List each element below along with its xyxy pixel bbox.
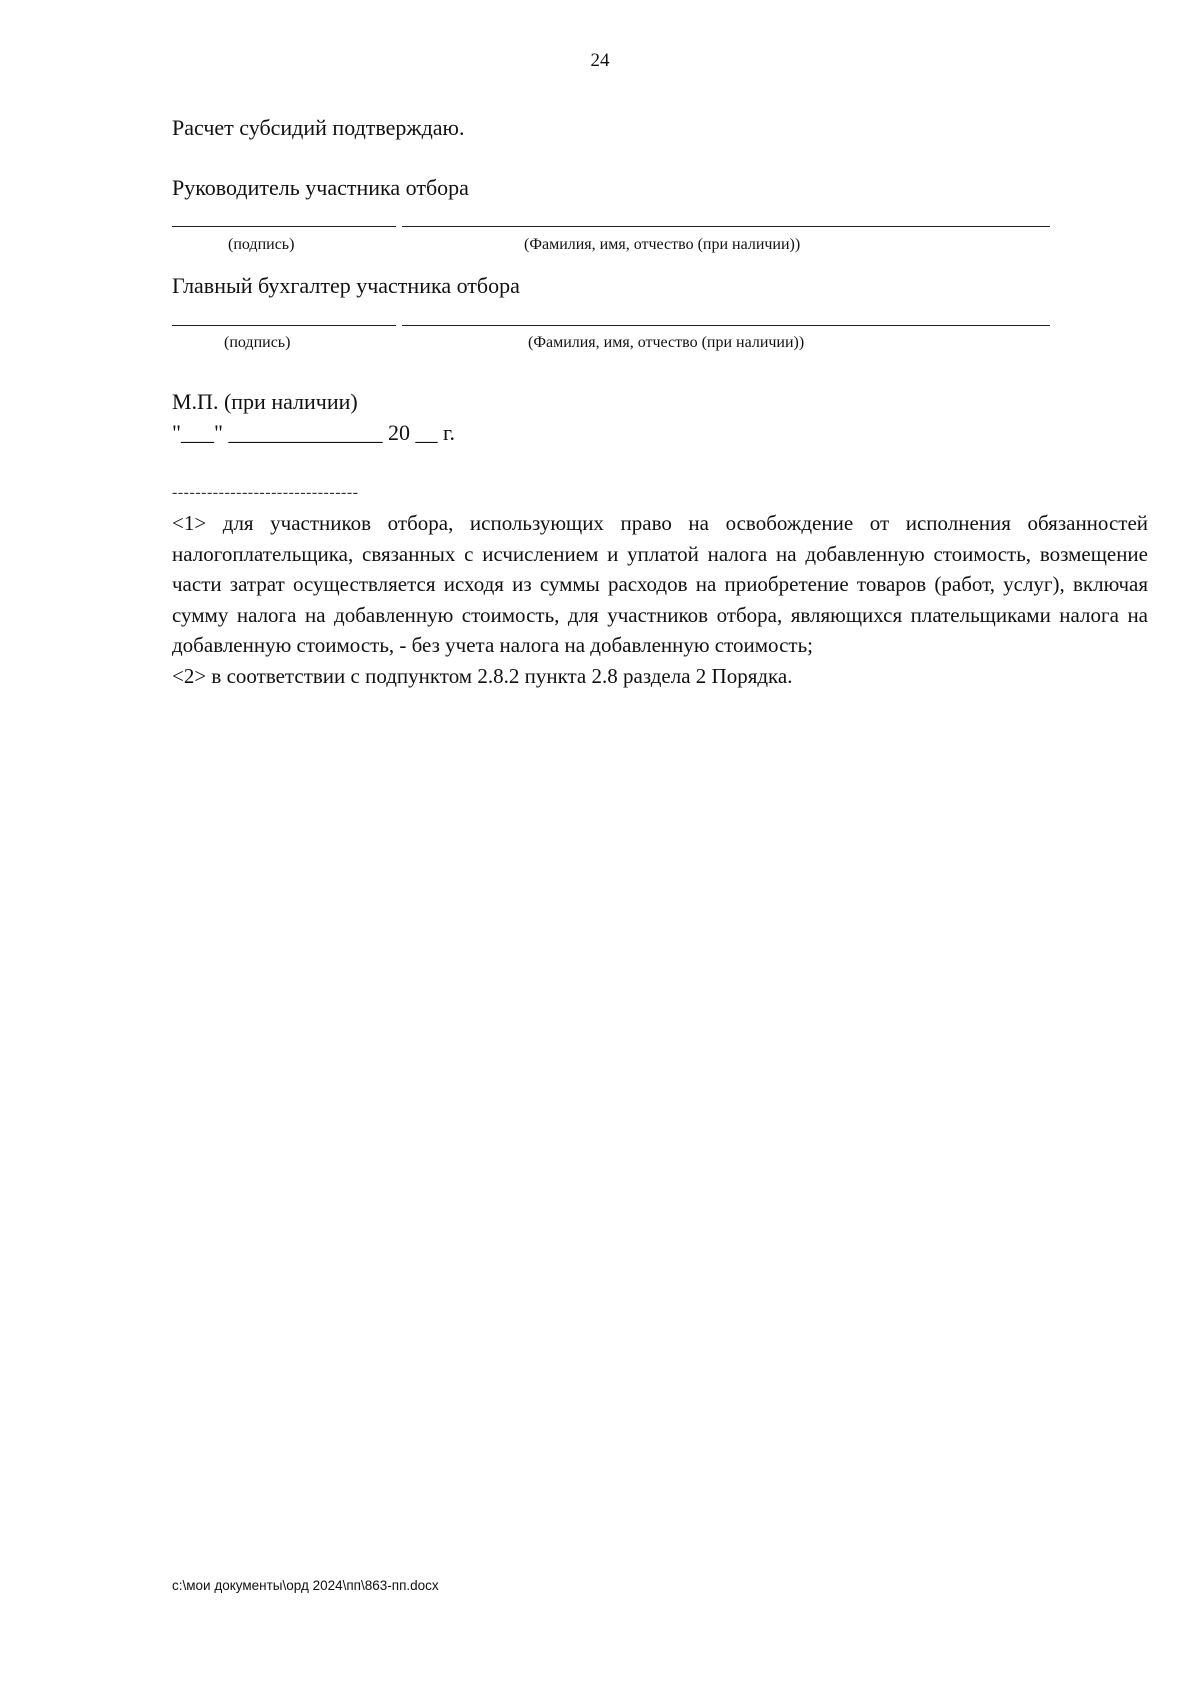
accountant-title: Главный бухгалтер участника отбора xyxy=(172,273,520,298)
footer-file-path: c:\мои документы\орд 2024\пп\863-пп.docx xyxy=(172,1578,439,1593)
accountant-signature-caption: (подпись) xyxy=(224,334,291,351)
accountant-signature-line xyxy=(172,325,396,326)
page-number: 24 xyxy=(590,50,610,71)
head-title: Руководитель участника отбора xyxy=(172,175,469,200)
accountant-name-line xyxy=(402,325,1050,326)
stamp-label: М.П. (при наличии) xyxy=(172,389,358,414)
head-signature-caption: (подпись) xyxy=(228,236,295,253)
confirmation-text: Расчет субсидий подтверждаю. xyxy=(172,115,465,140)
head-name-caption: (Фамилия, имя, отчество (при наличии)) xyxy=(524,236,801,253)
footnote-2: <2> в соответствии с подпунктом 2.8.2 пункта 2.8 раздела 2 Порядка. xyxy=(172,663,793,688)
head-signature-line xyxy=(172,226,396,227)
footnote-1: <1> для участников отбора, использующих право на освобождение от исполнения обязанностей налогоплательщика, связанных с исчислением и уплатой налога на добавленную стоимость, возмещение части затрат осуществляется исходя из суммы расходов на приобретение товаров (работ, услуг), включая сумму налога на добавленную стоимость, для участников отбора, являющихся плательщиками налога на добавленную стоимость, - без учета налога на добавленную стоимость; xyxy=(172,511,1148,657)
head-name-line xyxy=(402,226,1050,227)
footnotes xyxy=(172,508,1148,691)
date-line: "___" ______________ 20 __ г. xyxy=(172,420,456,445)
footnote-separator: -------------------------------- xyxy=(172,484,359,501)
accountant-name-caption: (Фамилия, имя, отчество (при наличии)) xyxy=(528,334,805,351)
